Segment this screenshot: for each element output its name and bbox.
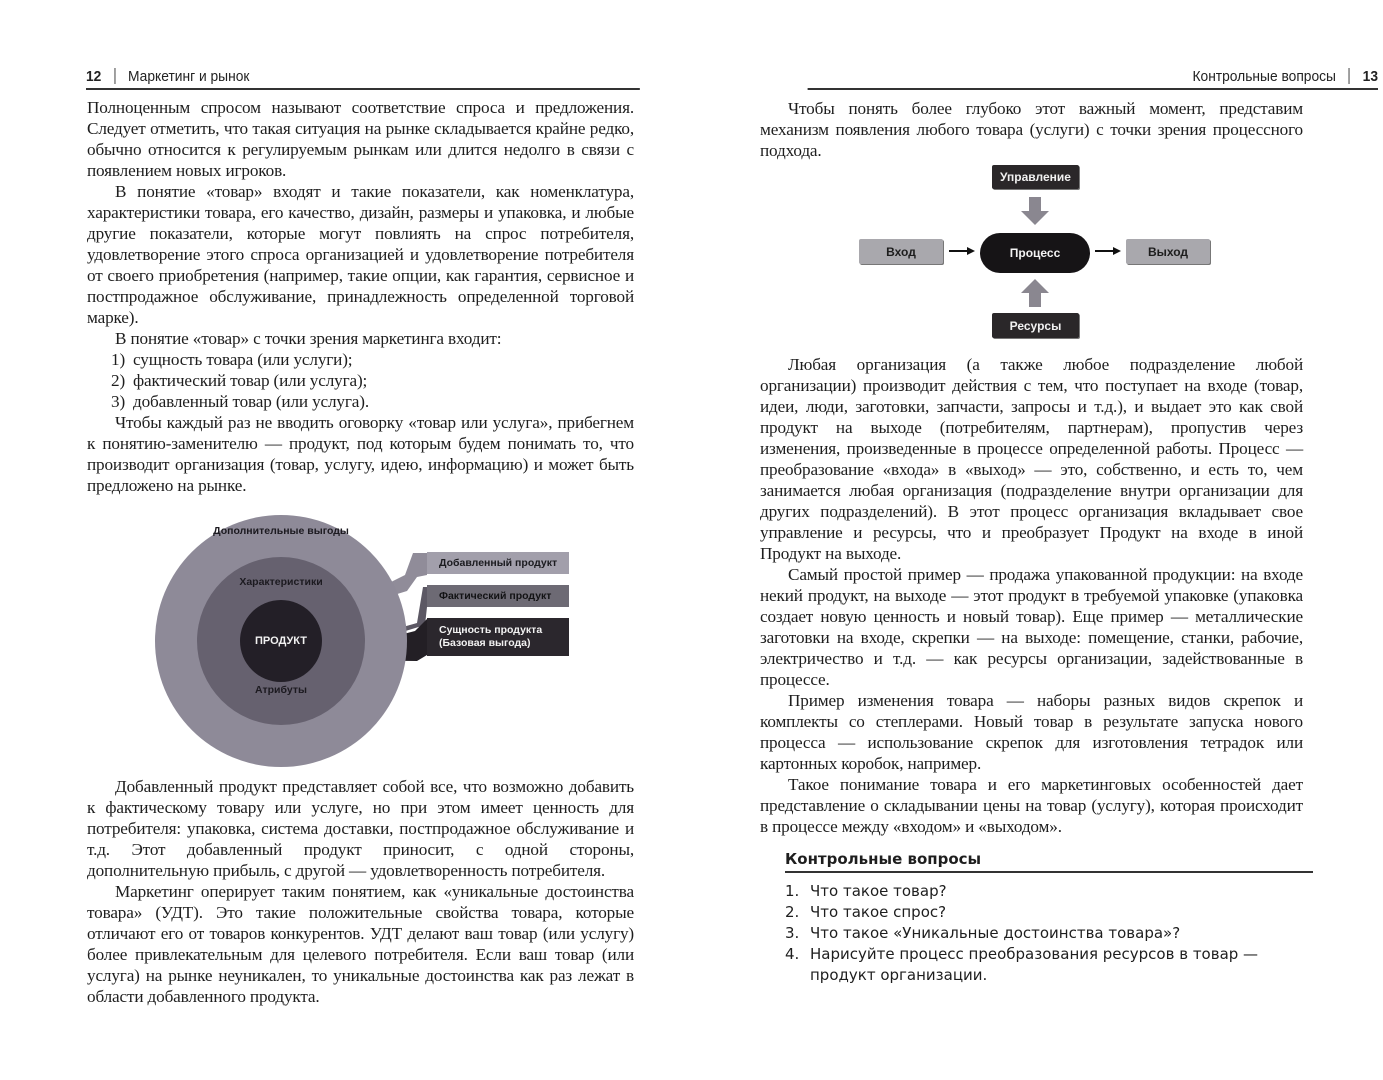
list-number: 1)	[111, 350, 126, 369]
question-number: 3.	[785, 924, 800, 942]
paragraph: Чтобы понять более глубоко этот важный момент, представим механизм появления любого товара (услуги) с точки зрения процессного подхода.	[760, 99, 1303, 160]
question-text: Что такое «Уникальные достоинства товара»?	[810, 924, 1181, 942]
callout-added-product: Добавленный продукт	[427, 552, 569, 574]
running-title: Контрольные вопросы	[1192, 67, 1336, 85]
input-box: Вход	[859, 239, 943, 264]
intro-text	[760, 98, 1303, 161]
paragraph: В понятие «товар» с точки зрения маркетинга входит:	[115, 329, 502, 348]
middle-ring-label-bottom: Атрибуты	[255, 684, 307, 696]
product-levels-diagram	[155, 515, 575, 767]
paragraph: Пример изменения товара — наборы разных видов скрепок и комплекты со степлерами. Новый товар в результате запуска нового процесса — использование скрепок для изготовления тетрадок или картонных коробок, например.	[760, 691, 1303, 773]
paragraph: Маркетинг оперирует таким понятием, как «уникальные достоинства товара» (УДТ). Это такие положительные свойства товара, которые отличают его от товаров конкурентов. УДТ делают ваш товар (или услугу) более привлекательным для целевого потребителя. Если ваш товар (или услуга) на рынке неуникален, то уникальные достоинства как раз лежат в области добавленного продукта.	[87, 882, 634, 1006]
list-item	[87, 391, 634, 412]
running-head-left	[86, 64, 640, 90]
callout-core-line2: (Базовая выгода)	[439, 637, 531, 649]
question-item	[785, 881, 1315, 902]
middle-ring-label-top: Характеристики	[239, 576, 323, 588]
process-diagram	[855, 163, 1215, 343]
question-item	[785, 923, 1315, 944]
question-text: Что такое спрос?	[810, 903, 947, 921]
up-arrow-icon	[1021, 279, 1049, 307]
list-text: добавленный товар (или услуга).	[133, 392, 369, 411]
question-number: 1.	[785, 882, 800, 900]
paragraph: Добавленный продукт представляет собой все, что возможно добавить к фактическому товару или услуге, но при этом имеет ценность для потребителя: упаковка, система доставки, постпродажное обслуживание и т.д. Этот добавленный продукт приносит, с одной стороны, дополнительную прибыль, с другой — удовлетворенность потребителя.	[87, 777, 634, 880]
paragraph: В понятие «товар» входят и такие показатели, как номенклатура, характеристики товара, его качество, дизайн, размеры и упаковка, и любые другие показатели, которые могут повлиять на спрос потребителя, удовлетворение этого спроса организацией и удовлетворение потребителя от своего приобретения (например, такие опции, как гарантия, сервисное и постпродажное обслуживание, принадлежность определенной торговой марке).	[87, 182, 634, 327]
header-separator	[1349, 68, 1350, 84]
body-text-right	[760, 354, 1303, 837]
question-item	[785, 944, 1315, 986]
core-label: ПРОДУКТ	[254, 635, 308, 647]
question-text: Нарисуйте процесс преобразования ресурсов в товар — продукт организации.	[810, 945, 1259, 984]
page-number: 12	[86, 67, 102, 85]
list-item	[87, 370, 634, 391]
resources-box: Ресурсы	[992, 313, 1079, 338]
header-separator	[114, 68, 115, 84]
right-arrow-icon	[949, 246, 975, 256]
paragraph: Чтобы каждый раз не вводить оговорку «товар или услуга», прибегнем к понятию-заменителю — продукт, под которым будем понимать то, что производит организация (товар, услугу, идею, информацию) и может быть предложено на рынке.	[87, 413, 634, 495]
down-arrow-icon	[1021, 197, 1049, 225]
question-number: 2.	[785, 903, 800, 921]
list-text: сущность товара (или услуги);	[133, 350, 353, 369]
body-text-top	[87, 97, 634, 496]
output-box: Выход	[1126, 239, 1210, 264]
paragraph: Такое понимание товара и его маркетинговых особенностей дает представление о складывании цены на товар (услугу), которая происходит в процессе между «входом» и «выходом».	[760, 775, 1303, 836]
list-number: 3)	[111, 392, 126, 411]
running-title: Маркетинг и рынок	[128, 67, 250, 85]
outer-ring-label: Дополнительные выгоды	[213, 525, 349, 537]
list-number: 2)	[111, 371, 126, 390]
question-item	[785, 902, 1315, 923]
process-box: Процесс	[980, 233, 1090, 273]
running-head-right	[808, 64, 1378, 90]
question-number: 4.	[785, 945, 800, 963]
callout-core-product	[427, 618, 569, 656]
right-arrow-icon	[1095, 246, 1121, 256]
paragraph: Полноценным спросом называют соответствие спроса и предложения. Следует отметить, что такая ситуация на рынке складывается крайне редко, обычно относится к регулируемым рынкам или длится недолго в связи с появлением новых игроков.	[87, 98, 634, 180]
control-questions-list	[785, 881, 1315, 986]
question-text: Что такое товар?	[810, 882, 947, 900]
page-number: 13	[1362, 67, 1378, 85]
control-questions-heading: Контрольные вопросы	[785, 850, 1313, 873]
paragraph: Любая организация (а также любое подразделение любой организации) производит действия с тем, что поступает на входе (товар, идеи, люди, заготовки, запчасти, запросы и т.д.), и выдает это как свой продукт на выходе (потребителям, партнерам), пропустив через изменения, произведенные в процессе определенной работы. Процесс — преобразование «входа» в «выход» — это, собственно, и есть то, чем занимается любая организация (подразделение внутри организации для других подразделений). В этот процесс организация вкладывает свое управление и ресурсы, что и преобразует Продукт на входе в иной Продукт на выходе.	[760, 355, 1303, 563]
callout-core-line1: Сущность продукта	[439, 624, 543, 636]
control-box: Управление	[992, 165, 1079, 189]
list-text: фактический товар (или услуга);	[133, 371, 368, 390]
list-item	[87, 349, 634, 370]
callout-actual-product: Фактический продукт	[427, 585, 569, 607]
paragraph: Самый простой пример — продажа упакованной продукции: на входе некий продукт, на выходе — этот продукт в требуемой упаковке (упаковка создает новую ценность и новый товар). Еще пример — металлические заготовки на входе, скрепки — на выходе: помещение, станки, рабочие, электричество и т.д. — как ресурсы организации, задействованные в процессе.	[760, 565, 1303, 689]
